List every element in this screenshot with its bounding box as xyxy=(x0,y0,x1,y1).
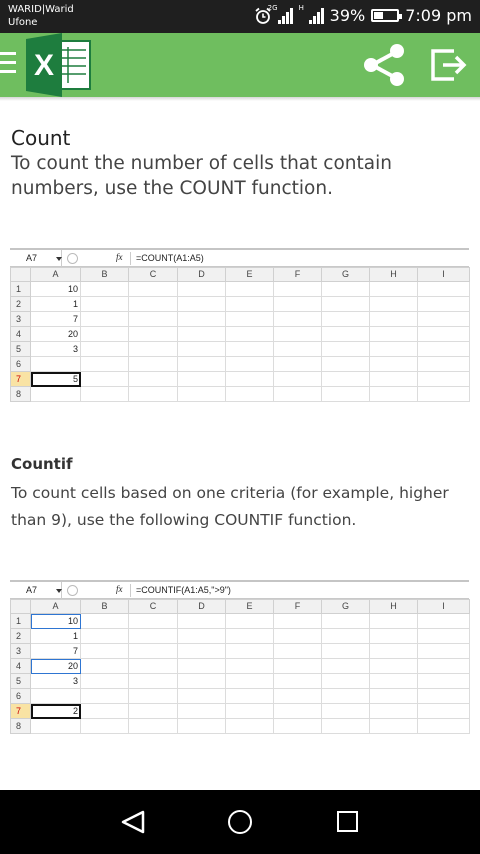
home-icon[interactable] xyxy=(228,810,252,834)
battery-icon xyxy=(371,9,399,22)
table-row xyxy=(11,342,470,357)
system-nav-bar xyxy=(0,790,480,854)
column-header: H xyxy=(370,600,418,614)
row-header: 6 xyxy=(11,357,31,372)
row-header: 3 xyxy=(11,644,31,659)
spinner-icon xyxy=(67,585,78,596)
table-row xyxy=(11,659,470,674)
row-header: 1 xyxy=(11,282,31,297)
cell: 7 xyxy=(31,312,81,327)
column-header: I xyxy=(418,600,470,614)
carrier-line-2: Ufone xyxy=(8,17,38,28)
column-header: B xyxy=(81,268,129,282)
battery-percent: 39% xyxy=(329,6,366,25)
formula-text: =COUNT(A1:A5) xyxy=(136,253,204,263)
signal-icon xyxy=(267,3,293,24)
dropdown-arrow-icon xyxy=(56,589,62,593)
signal-icon xyxy=(298,3,324,24)
cell xyxy=(31,719,81,734)
table-row xyxy=(11,674,470,689)
formula-bar xyxy=(10,580,469,599)
row-header: 5 xyxy=(11,674,31,689)
carrier-info xyxy=(8,3,74,29)
corner-cell xyxy=(11,600,31,614)
name-box: A7 xyxy=(10,250,62,267)
formula-divider xyxy=(130,584,131,597)
clock: 7:09 pm xyxy=(405,6,472,25)
excel-logo-icon xyxy=(24,33,92,97)
count-spreadsheet-image xyxy=(10,248,469,402)
spinner-icon xyxy=(67,253,78,264)
cell: 20 xyxy=(31,327,81,342)
column-header: A xyxy=(31,600,81,614)
row-header: 7 xyxy=(11,372,31,387)
corner-cell xyxy=(11,268,31,282)
column-header: B xyxy=(81,600,129,614)
active-cell: 5 xyxy=(31,372,81,387)
formula-bar xyxy=(10,248,469,267)
dropdown-arrow-icon xyxy=(56,257,62,261)
cell: 3 xyxy=(31,342,81,357)
table-row xyxy=(11,719,470,734)
table-row xyxy=(11,629,470,644)
table-row xyxy=(11,312,470,327)
cell: 7 xyxy=(31,644,81,659)
highlighted-cell: 10 xyxy=(31,614,81,629)
column-header: I xyxy=(418,268,470,282)
column-header: D xyxy=(178,268,226,282)
column-header: E xyxy=(226,268,274,282)
highlighted-cell: 20 xyxy=(31,659,81,674)
column-header: A xyxy=(31,268,81,282)
table-row xyxy=(11,297,470,312)
active-cell: 2 xyxy=(31,704,81,719)
table-row xyxy=(11,644,470,659)
recent-apps-icon[interactable] xyxy=(337,811,358,832)
status-bar xyxy=(0,0,480,33)
row-header: 6 xyxy=(11,689,31,704)
table-row xyxy=(11,704,470,719)
table-row xyxy=(11,372,470,387)
formula-text: =COUNTIF(A1:A5,">9") xyxy=(136,585,231,595)
network-h-label: H xyxy=(298,3,304,12)
row-header: 5 xyxy=(11,342,31,357)
row-header: 1 xyxy=(11,614,31,629)
table-row xyxy=(11,282,470,297)
table-row xyxy=(11,357,470,372)
count-title: Count xyxy=(11,126,71,150)
cell: 3 xyxy=(31,674,81,689)
app-bar-shadow xyxy=(0,97,480,101)
cell-grid xyxy=(10,267,470,402)
column-header: C xyxy=(129,268,178,282)
menu-icon[interactable] xyxy=(0,52,18,74)
table-row xyxy=(11,327,470,342)
status-icons xyxy=(254,3,472,25)
column-header-row xyxy=(11,600,470,614)
countif-spreadsheet-image xyxy=(10,580,469,734)
row-header: 3 xyxy=(11,312,31,327)
column-header: D xyxy=(178,600,226,614)
cell-grid xyxy=(10,599,470,734)
app-bar xyxy=(0,33,480,97)
name-box: A7 xyxy=(10,582,62,599)
logo-letter: X xyxy=(34,49,55,82)
table-row xyxy=(11,614,470,629)
row-header: 2 xyxy=(11,629,31,644)
fx-icon: fx xyxy=(116,584,123,594)
row-header: 4 xyxy=(11,327,31,342)
share-icon[interactable] xyxy=(360,41,408,89)
carrier-line-1: WARID|Warid xyxy=(8,4,74,15)
table-row xyxy=(11,689,470,704)
column-header: F xyxy=(274,268,322,282)
row-header: 8 xyxy=(11,719,31,734)
count-description: To count the number of cells that contain numbers, use the COUNT function. xyxy=(11,153,392,199)
column-header-row xyxy=(11,268,470,282)
cell xyxy=(31,689,81,704)
row-header: 8 xyxy=(11,387,31,402)
cell: 1 xyxy=(31,629,81,644)
row-header: 4 xyxy=(11,659,31,674)
column-header: F xyxy=(274,600,322,614)
column-header: E xyxy=(226,600,274,614)
column-header: G xyxy=(322,600,370,614)
column-header: H xyxy=(370,268,418,282)
column-header: C xyxy=(129,600,178,614)
fx-icon: fx xyxy=(116,252,123,262)
formula-divider xyxy=(130,252,131,265)
exit-icon[interactable] xyxy=(428,45,468,85)
network-2g-label: 2G xyxy=(267,3,278,12)
row-header: 2 xyxy=(11,297,31,312)
cell: 1 xyxy=(31,297,81,312)
table-row xyxy=(11,387,470,402)
row-header: 7 xyxy=(11,704,31,719)
cell xyxy=(31,357,81,372)
cell xyxy=(31,387,81,402)
cell: 10 xyxy=(31,282,81,297)
back-icon[interactable] xyxy=(120,810,146,834)
countif-description: To count cells based on one criteria (for example, higher than 9), use the following COUNTIF function. xyxy=(11,484,449,529)
countif-title: Countif xyxy=(11,455,73,473)
column-header: G xyxy=(322,268,370,282)
